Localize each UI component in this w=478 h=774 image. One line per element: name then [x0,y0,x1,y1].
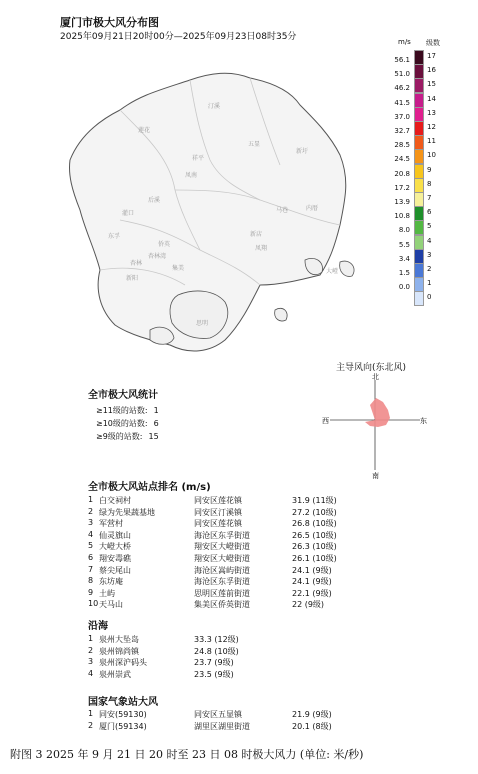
legend-value: 10.8 [394,212,410,221]
ranking-title: 全市极大风站点排名 (m/s) [88,482,211,493]
map-label-xinglin: 杏林 [130,260,143,267]
ranking-value: 24.1 (9级) [292,577,332,587]
wind-map [0,40,375,360]
ranking-value: 22 (9级) [292,600,325,610]
map-label-xinyang: 新阳 [126,275,139,282]
map-label-wuxian: 五显 [248,141,261,148]
ranking-name: 仙灵旗山 [99,530,131,540]
legend-swatch [414,235,424,250]
ranking-area: 海沧区东孚街道 [194,577,250,587]
stat-value: 1 [153,406,159,415]
map-title: 厦门市极大风分布图 [60,16,159,29]
legend-swatch [414,149,424,164]
ranking-area: 翔安区大嶝街道 [194,542,250,552]
map-label-maxiang: 马巷 [276,207,289,214]
map-label-fengxiang: 凤翔 [255,245,268,252]
coastal-name: 泉州崇武 [99,669,131,679]
map-label-lianhua: 莲花 [138,127,151,134]
stat-row [96,405,159,416]
ranking-value: 31.9 (11级) [292,496,337,505]
stat-label: ≥9级的站数: [96,432,143,441]
ranking-name: 天马山 [99,600,123,610]
coastal-value: 23.7 (9级) [194,658,234,668]
ranking-area: 集美区侨英街道 [194,600,250,610]
ranking-name: 东坊庵 [99,577,123,587]
ranking-rank: 5 [88,541,94,551]
national-rank: 1 [88,709,94,718]
legend-swatch [414,249,424,264]
legend-level: 14 [427,94,436,103]
ranking-row [88,599,388,611]
map-label-xiangping: 祥平 [192,155,205,162]
stat-value: 6 [153,419,159,428]
compass-south: 南 [372,472,379,480]
coastal-row [88,669,388,681]
map-label-houxi: 后溪 [148,197,161,204]
national-name: 厦门(59134) [99,721,147,731]
ranking-row [88,553,388,565]
legend-swatch [414,164,424,179]
legend-level: 4 [427,236,432,245]
legend-value: 20.8 [394,169,410,178]
legend-value: 41.5 [394,98,410,107]
ranking-area: 同安区莲花镇 [194,519,242,529]
legend-value: 13.9 [394,198,410,206]
compass-title: 主导风向(东北风) [336,363,407,373]
legend-level: 5 [427,222,432,231]
ranking-area: 海沧区东孚街道 [194,530,250,540]
map-label-tingxi: 汀溪 [208,103,221,110]
ranking-rank: 9 [88,587,94,597]
compass-north: 北 [372,373,379,381]
legend-value: 46.2 [394,84,410,93]
coastal-rank: 2 [88,645,94,655]
map-label-xinxu: 新圩 [296,148,309,155]
coastal-name: 泉州大坠岛 [99,635,139,644]
ranking-value: 24.1 (9级) [292,565,332,575]
coastal-rank: 1 [88,634,94,643]
stat-value: 15 [148,432,159,441]
ranking-rank: 10 [88,599,99,609]
national-area: 同安区五显镇 [194,710,242,719]
legend-swatch [414,121,424,136]
legend-swatch [414,263,424,278]
ranking-row [88,495,388,507]
legend-swatch [414,220,424,235]
ranking-name: 蔡尖尾山 [99,565,131,575]
city-stats-title: 全市极大风统计 [88,390,158,401]
ranking-rank: 3 [88,518,94,528]
legend-swatch [414,50,424,65]
coastal-row [88,657,388,669]
map-label-xinglinwan: 杏林湾 [148,253,167,260]
legend-level: 1 [427,279,432,288]
legend-level: 6 [427,208,432,217]
national-row [88,721,388,733]
coastal-name: 泉州锦尚镇 [99,646,139,656]
legend-level: 15 [427,80,436,89]
coastal-row [88,646,388,658]
ranking-rank: 8 [88,576,94,586]
coastal-row [88,634,388,646]
coastal-rank: 3 [88,657,94,667]
ranking-area: 同安区莲花镇 [194,496,242,505]
ranking-rank: 6 [88,553,94,562]
ranking-row [88,507,388,519]
map-label-jimei: 集美 [172,265,185,272]
legend-level: 13 [427,108,436,117]
legend-level-header: 级数 [426,39,440,47]
ranking-rank: 4 [88,529,94,539]
national-value: 21.9 (9级) [292,710,332,719]
ranking-value: 26.5 (10级) [292,530,337,540]
compass-east: 东 [420,417,427,425]
coastal-rank: 4 [88,668,94,678]
national-name: 同安(59130) [99,710,147,719]
national-area: 湖里区湖里街道 [194,721,250,731]
ranking-name: 大嶝大桥 [99,542,131,552]
legend-unit: m/s [398,38,411,46]
ranking-row [88,565,388,577]
ranking-area: 海沧区嵩屿街道 [194,565,250,575]
legend-value: 5.5 [398,240,410,249]
coastal-value: 23.5 (9级) [194,669,234,679]
ranking-value: 22.1 (9级) [292,588,332,598]
legend-level: 17 [427,52,436,60]
legend-swatch [414,178,424,193]
ranking-row [88,518,388,530]
national-row [88,709,388,721]
ranking-name: 绿为先果蔬基地 [99,507,155,517]
map-label-xindian: 新店 [250,231,263,238]
ranking-area: 思明区莲前街道 [194,588,250,598]
legend-level: 12 [427,123,436,131]
map-label-dadeng: 大嶝 [326,268,339,275]
national-title: 国家气象站大风 [88,697,158,708]
ranking-rank: 7 [88,564,94,574]
legend-level: 7 [427,194,432,202]
legend-level: 0 [427,293,432,302]
wind-rose [320,370,430,480]
ranking-row [88,576,388,588]
map-label-fengnan: 凤南 [185,172,198,179]
map-subtitle: 2025年09月21日20时00分—2025年09月23日08时35分 [60,32,297,42]
coastal-value: 33.3 (12级) [194,635,239,644]
legend-value: 56.1 [394,56,410,64]
ranking-name: 翔安毒礁 [99,554,131,563]
legend-swatch [414,206,424,221]
legend-level: 9 [427,165,432,174]
legend-swatch [414,107,424,122]
ranking-row [88,588,388,600]
coastal-name: 泉州深沪码头 [99,658,147,668]
map-label-siming: 思明 [196,320,209,327]
legend-level: 10 [427,151,436,160]
wind-rose-petals [365,398,390,427]
legend-value: 3.4 [398,254,410,263]
map-label-guankou: 灌口 [122,210,135,217]
legend-level: 8 [427,179,432,188]
ranking-name: 土屿 [99,588,115,598]
legend-swatch [414,78,424,93]
legend-swatch [414,277,424,292]
ranking-area: 同安区汀溪镇 [194,507,242,517]
national-value: 20.1 (8级) [292,721,332,731]
legend-value: 1.5 [398,269,410,277]
legend-value: 51.0 [394,70,410,79]
stat-row [96,431,159,442]
map-label-neicuo: 内厝 [306,205,319,212]
map-label-dongfu: 东孚 [108,233,121,240]
map-label-qiaoying: 侨英 [158,241,171,248]
legend-level: 3 [427,250,432,259]
coastal-title: 沿海 [88,621,108,632]
national-rank: 2 [88,720,94,730]
legend-level: 16 [427,66,436,75]
legend-value: 32.7 [394,127,410,135]
ranking-value: 26.1 (10级) [292,554,337,563]
ranking-name: 军营村 [99,519,123,529]
legend-value: 0.0 [398,283,410,292]
stat-row [96,418,159,429]
legend-swatch [414,64,424,79]
ranking-row [88,541,388,553]
coastal-value: 24.8 (10级) [194,646,239,656]
ranking-value: 26.3 (10级) [292,542,337,552]
legend-value: 17.2 [394,183,410,192]
ranking-value: 27.2 (10级) [292,507,337,517]
ranking-value: 26.8 (10级) [292,519,337,529]
legend-swatch [414,192,424,207]
ranking-area: 翔安区大嶝街道 [194,554,250,563]
legend-level: 2 [427,265,432,273]
ranking-rank: 2 [88,506,94,516]
ranking-rank: 1 [88,495,94,504]
ranking-row [88,530,388,542]
figure-caption: 附图 3 2025 年 9 月 21 日 20 时至 23 日 08 时极大风力 (单位: 米/秒) [10,748,364,761]
ranking-name: 白交祠村 [99,496,131,505]
legend-level: 11 [427,137,436,146]
legend-value: 8.0 [398,226,410,235]
compass-west: 西 [322,417,329,425]
legend-swatch [414,291,424,306]
legend-swatch [414,135,424,150]
stat-label: ≥11级的站数: [96,406,148,415]
legend-swatch [414,93,424,108]
legend-value: 37.0 [394,112,410,121]
legend-value: 28.5 [394,141,410,150]
legend-value: 24.5 [394,155,410,164]
stat-label: ≥10级的站数: [96,419,148,428]
